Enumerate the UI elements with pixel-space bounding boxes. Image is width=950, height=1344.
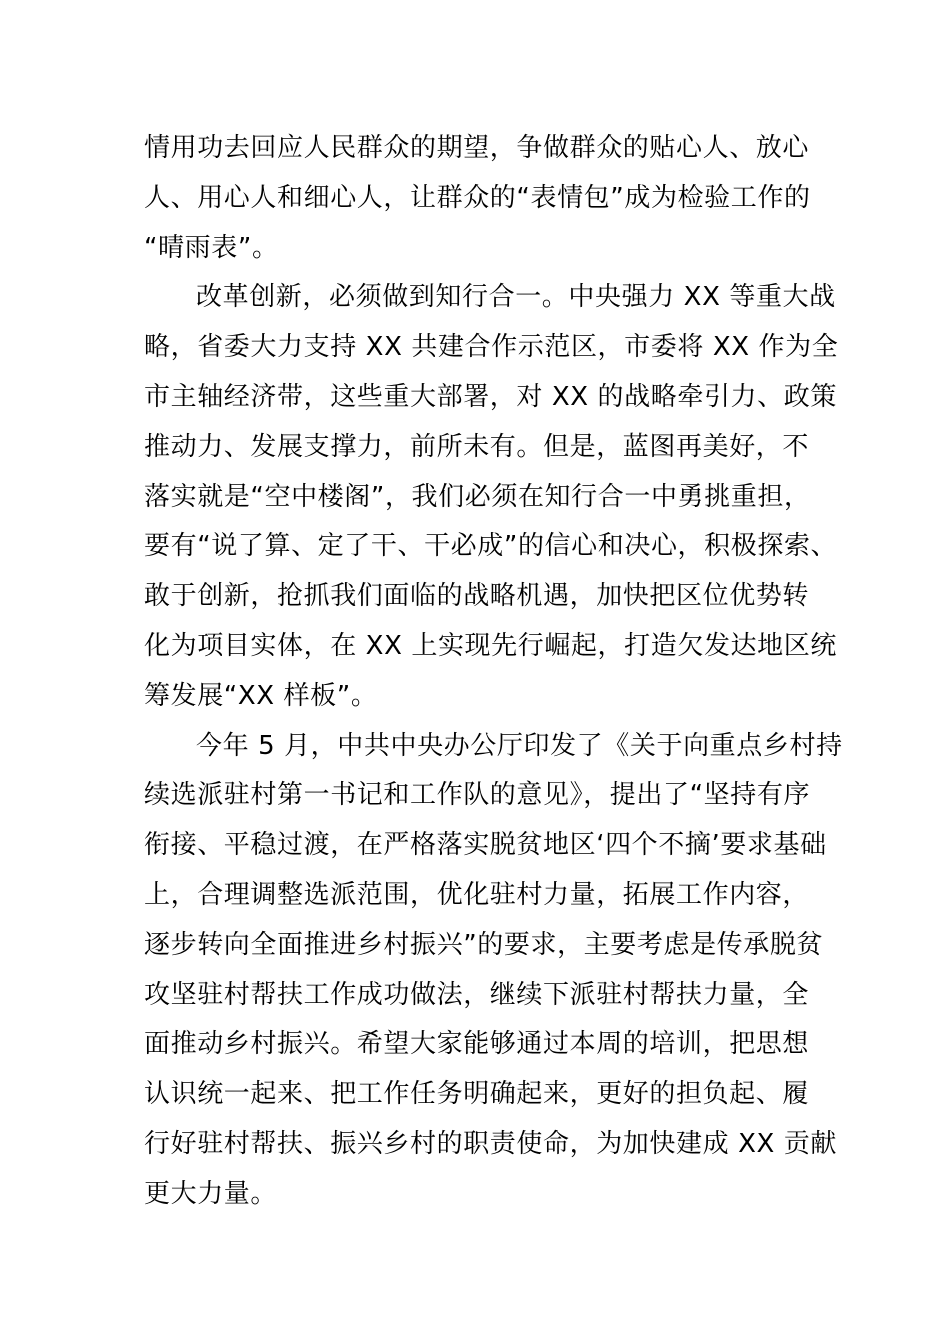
text-line: 要有“说了算、定了干、干必成”的信心和决心，积极探索、 <box>144 531 838 562</box>
text-line: 面推动乡村振兴。希望大家能够通过本周的培训，把思想 <box>144 1029 810 1060</box>
text-line: 认识统一起来、把工作任务明确起来，更好的担负起、履 <box>144 1079 810 1110</box>
paragraph-first-line: 改革创新，必须做到知行合一。中央强力 XX 等重大战 <box>196 282 836 313</box>
paragraph-first-line: 今年 5 月，中共中央办公厅印发了《关于向重点乡村持 <box>196 730 843 761</box>
text-line: 化为项目实体，在 XX 上实现先行崛起，打造欠发达地区统 <box>144 630 837 661</box>
text-line: 敢于创新，抢抓我们面临的战略机遇，加快把区位优势转 <box>144 581 810 612</box>
text-line: 人、用心人和细心人，让群众的“表情包”成为检验工作的 <box>144 182 811 213</box>
text-line: 攻坚驻村帮扶工作成功做法，继续下派驻村帮扶力量，全 <box>144 979 810 1010</box>
text-line: 更大力量。 <box>144 1178 278 1209</box>
text-line: “晴雨表”。 <box>144 232 279 263</box>
body-text <box>144 124 843 1220</box>
text-line: 续选派驻村第一书记和工作队的意见》，提出了“坚持有序 <box>144 780 811 811</box>
text-line: 衔接、平稳过渡，在严格落实脱贫地区‘四个不摘’要求基础 <box>144 830 827 861</box>
text-line: 情用功去回应人民群众的期望，争做群众的贴心人、放心 <box>144 133 810 163</box>
text-line: 上，合理调整选派范围，优化驻村力量，拓展工作内容， <box>144 879 810 910</box>
text-line: 逐步转向全面推进乡村振兴”的要求，主要考虑是传承脱贫 <box>144 929 824 960</box>
text-line: 筹发展“XX 样板”。 <box>144 680 378 711</box>
text-line: 推动力、发展支撑力，前所未有。但是，蓝图再美好，不 <box>144 431 810 462</box>
text-line: 落实就是“空中楼阁”，我们必须在知行合一中勇挑重担， <box>144 481 811 512</box>
text-line: 略，省委大力支持 XX 共建合作示范区，市委将 XX 作为全 <box>144 332 839 363</box>
text-line: 市主轴经济带，这些重大部署，对 XX 的战略牵引力、政策 <box>144 381 837 412</box>
text-line: 行好驻村帮扶、振兴乡村的职责使命，为加快建成 XX 贡献 <box>144 1128 837 1159</box>
